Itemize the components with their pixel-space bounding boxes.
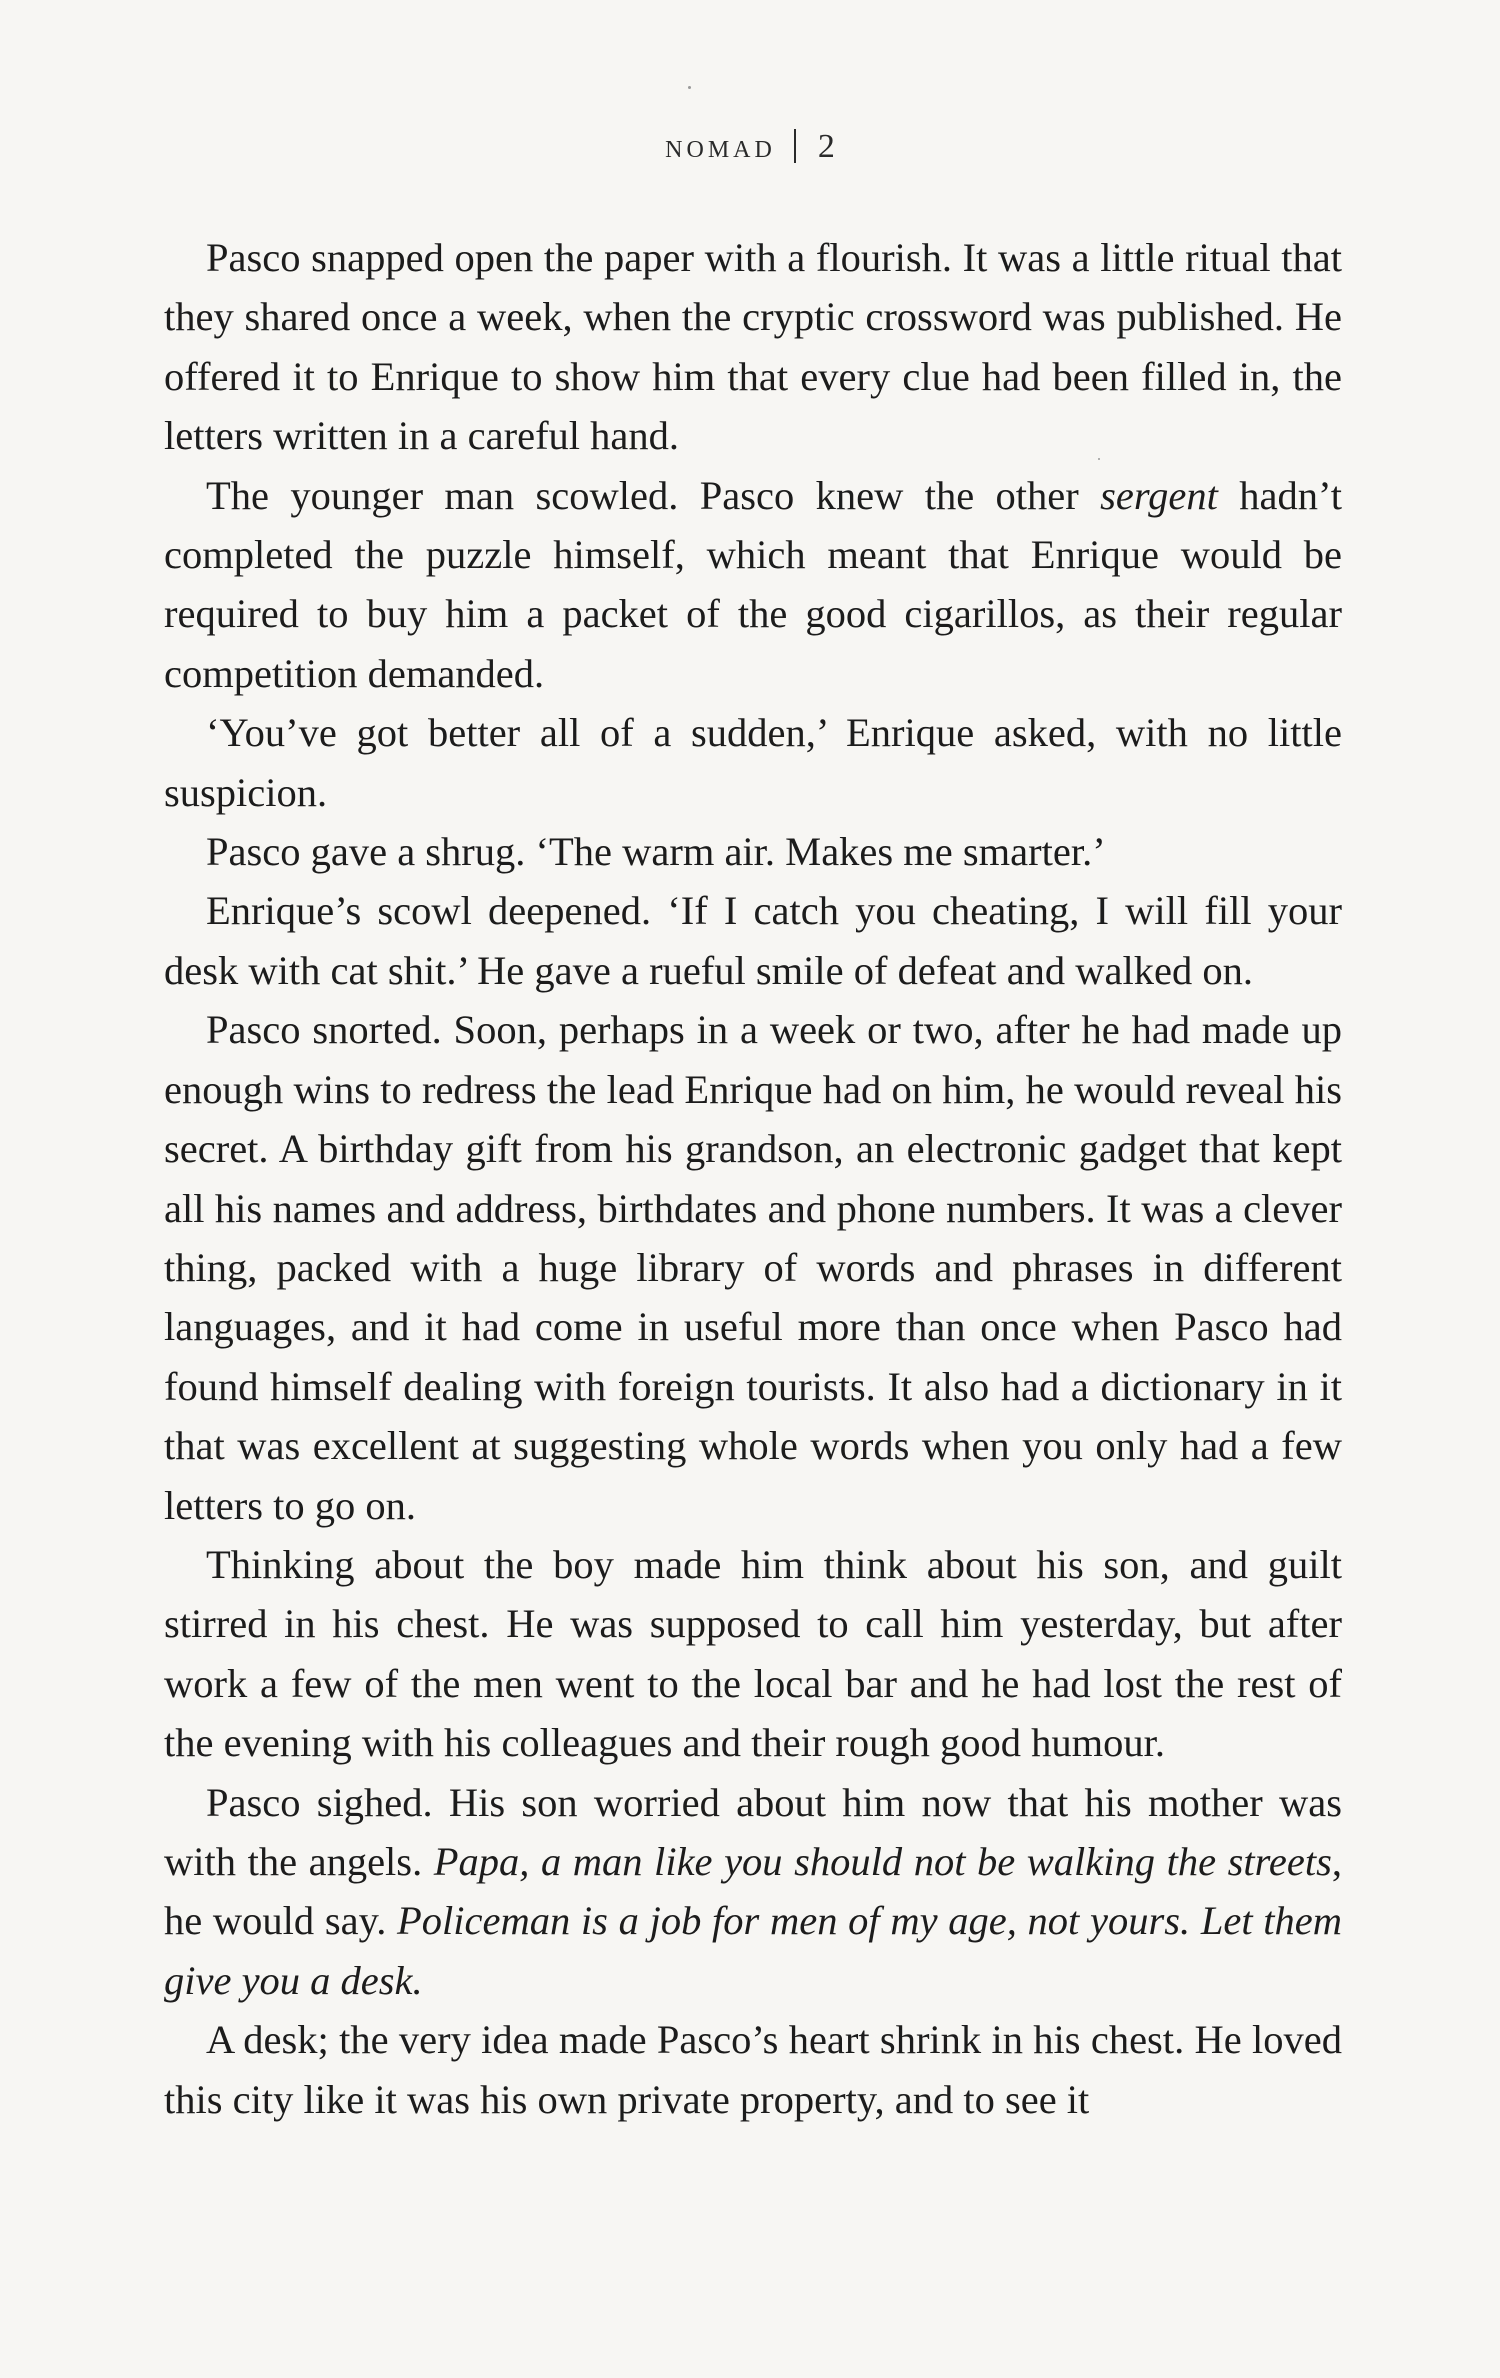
text-segment: , he would say.	[164, 1838, 1342, 1944]
text-segment: ‘You’ve got better all of a sudden,’ Enrique asked, with no little suspicion.	[164, 710, 1342, 815]
paragraph	[164, 228, 1342, 466]
text-segment: Enrique’s scowl deepened. ‘If I catch you cheating, I will fill your desk with cat shit.’ He gave a rueful smile of defeat and walked on.	[164, 888, 1342, 993]
paragraph	[164, 1773, 1342, 2011]
text-segment: Pasco snorted. Soon, perhaps in a week or two, after he had made up enough wins to redress the lead Enrique had on him, he would reveal his secret. A birthday gift from his grandson, an electronic gadget that kept all his names and address, birthdates and phone numbers. It was a clever thing, packed with a huge library of words and phrases in different languages, and it had come in useful more than once when Pasco had found himself dealing with foreign tourists. It also had a dictionary in it that was excellent at suggesting whole words when you only had a few letters to go on.	[164, 1007, 1342, 1528]
body-text	[164, 228, 1342, 2129]
paragraph	[164, 2010, 1342, 2129]
text-segment: Pasco snapped open the paper with a flourish. It was a little ritual that they shared once a week, when the cryptic crossword was published. He offered it to Enrique to show him that every clue had been filled in, the letters written in a careful hand.	[164, 235, 1342, 459]
italic-text-segment: Papa, a man like you should not be walking the streets	[433, 1838, 1332, 1884]
page-number: 2	[817, 128, 835, 165]
paragraph	[164, 466, 1342, 704]
text-segment: hadn’t completed the puzzle himself, which meant that Enrique would be required to buy him a packet of the good cigarillos, as their regular competition demanded.	[164, 472, 1342, 696]
text-segment: Pasco sighed. His son worried about him now that his mother was with the angels.	[164, 1779, 1342, 1884]
paragraph	[164, 703, 1342, 822]
running-header	[0, 128, 1500, 166]
book-title: nomad	[665, 128, 776, 165]
italic-text-segment: Policeman is a job for men of my age, not yours. Let them give you a desk.	[164, 1898, 1342, 2003]
text-segment: A desk; the very idea made Pasco’s heart shrink in his chest. He loved this city like it was his own private property, and to see it	[164, 2017, 1342, 2122]
paragraph	[164, 881, 1342, 1000]
paragraph	[164, 822, 1342, 881]
italic-text-segment: sergent	[1100, 472, 1218, 518]
text-segment: Thinking about the boy made him think about his son, and guilt stirred in his chest. He was supposed to call him yesterday, but after work a few of the men went to the local bar and he had lost the rest of the evening with his colleagues and their rough good humour.	[164, 1541, 1342, 1766]
text-segment: The younger man scowled. Pasco knew the other	[206, 472, 1101, 518]
paper-speck	[688, 86, 691, 89]
text-segment: Pasco gave a shrug. ‘The warm air. Makes me smarter.’	[206, 829, 1106, 875]
header-separator	[794, 129, 796, 163]
paragraph	[164, 1535, 1342, 1773]
paragraph	[164, 1000, 1342, 1535]
